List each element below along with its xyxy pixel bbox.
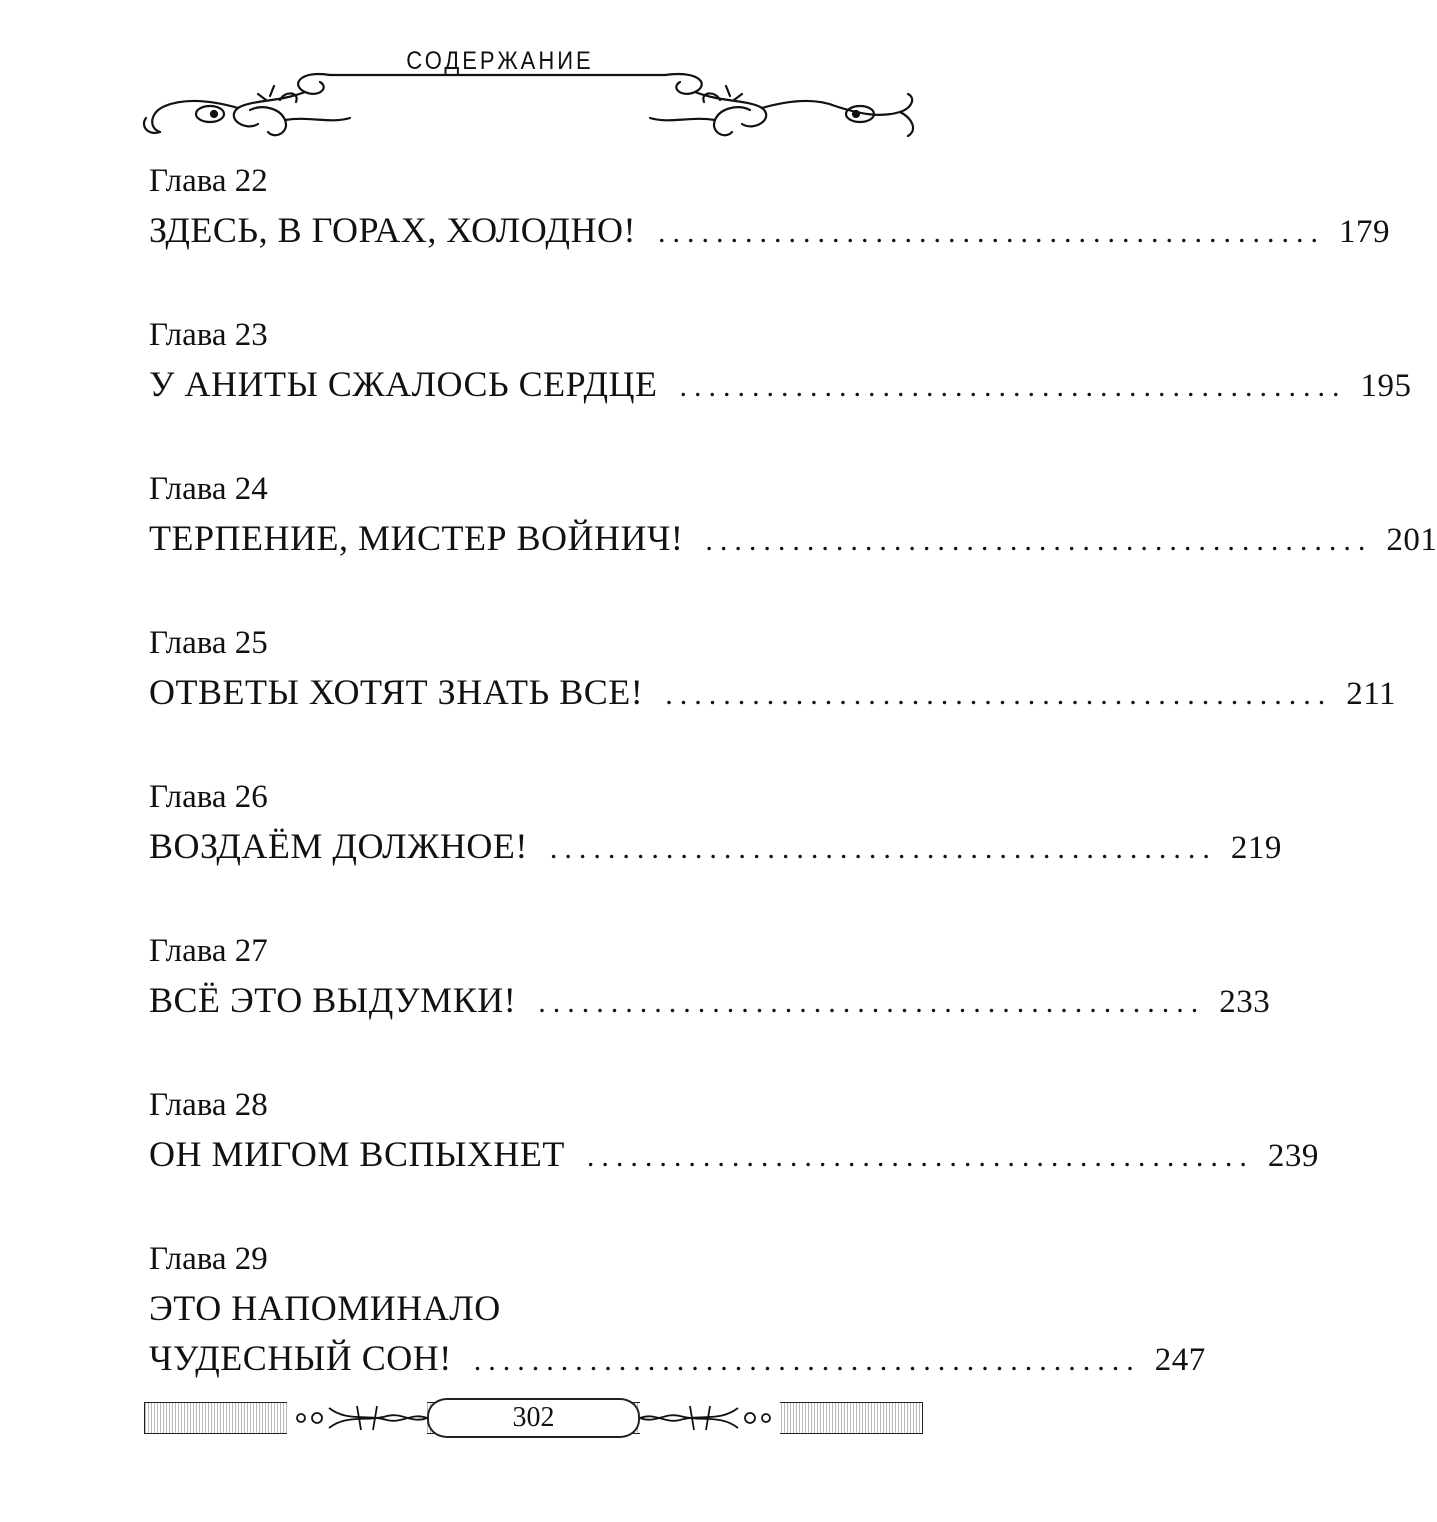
chapter-title: У АНИТЫ СЖАЛОСЬ СЕРДЦЕ bbox=[149, 364, 658, 404]
page-footer bbox=[144, 1398, 923, 1440]
page-reference: 219 bbox=[1230, 830, 1282, 866]
page-reference: 195 bbox=[1360, 368, 1412, 404]
dot-leader: .............................................. bbox=[657, 216, 1325, 249]
chapter-title: ОН МИГОМ ВСПЫХНЕТ bbox=[149, 1134, 565, 1174]
dot-leader: .............................................. bbox=[473, 1344, 1141, 1377]
chapter-title-line bbox=[149, 512, 1437, 570]
dot-leader: .............................................. bbox=[665, 678, 1333, 711]
page-reference: 201 bbox=[1386, 522, 1437, 558]
chapter-title-line bbox=[149, 204, 1390, 262]
toc-entry bbox=[149, 158, 1390, 262]
toc-entry bbox=[149, 1236, 1206, 1390]
table-of-contents bbox=[149, 158, 1437, 1440]
chapter-title-line bbox=[149, 1128, 1319, 1186]
page-number: 302 bbox=[512, 1402, 555, 1433]
chapter-label: Глава 29 bbox=[149, 1241, 268, 1277]
dot-leader: .............................................. bbox=[705, 524, 1373, 557]
running-title: СОДЕРЖАНИЕ bbox=[406, 46, 594, 75]
footer-ornament-right-icon bbox=[640, 1402, 780, 1436]
chapter-title: ТЕРПЕНИЕ, МИСТЕР ВОЙНИЧ! bbox=[149, 518, 684, 558]
dot-leader: .............................................. bbox=[679, 370, 1347, 403]
chapter-label: Глава 26 bbox=[149, 779, 268, 815]
chapter-title: ЧУДЕСНЫЙ СОН! bbox=[149, 1338, 452, 1378]
page-header bbox=[0, 40, 1000, 150]
dot-leader: .............................................. bbox=[538, 986, 1206, 1019]
chapter-title-line bbox=[149, 974, 1271, 1032]
chapter-label: Глава 24 bbox=[149, 471, 268, 507]
chapter-label: Глава 23 bbox=[149, 317, 268, 353]
page-reference: 233 bbox=[1219, 984, 1271, 1020]
chapter-title: ВСЁ ЭТО ВЫДУМКИ! bbox=[149, 980, 517, 1020]
dot-leader: .............................................. bbox=[549, 832, 1217, 865]
chapter-title-first-line: ЭТО НАПОМИНАЛО bbox=[149, 1288, 501, 1328]
page-reference: 179 bbox=[1338, 214, 1390, 250]
dot-leader: .............................................. bbox=[586, 1140, 1254, 1173]
chapter-label: Глава 27 bbox=[149, 933, 268, 969]
page-reference: 247 bbox=[1154, 1342, 1206, 1378]
chapter-title: ЗДЕСЬ, В ГОРАХ, ХОЛОДНО! bbox=[149, 210, 636, 250]
chapter-title-line bbox=[149, 666, 1396, 724]
toc-entry bbox=[149, 312, 1412, 416]
chapter-title-line bbox=[149, 1332, 1206, 1390]
chapter-title: ВОЗДАЁМ ДОЛЖНОЕ! bbox=[149, 826, 528, 866]
toc-entry bbox=[149, 620, 1396, 724]
toc-entry bbox=[149, 774, 1282, 878]
toc-entry bbox=[149, 1082, 1319, 1186]
chapter-label: Глава 25 bbox=[149, 625, 268, 661]
chapter-title-line bbox=[149, 358, 1412, 416]
page-reference: 239 bbox=[1267, 1138, 1319, 1174]
toc-entry bbox=[149, 466, 1437, 570]
page-reference: 211 bbox=[1346, 676, 1396, 712]
toc-entry bbox=[149, 928, 1271, 1032]
chapter-title: ОТВЕТЫ ХОТЯТ ЗНАТЬ ВСЕ! bbox=[149, 672, 644, 712]
footer-ornament-left-icon bbox=[287, 1402, 427, 1436]
chapter-title-line bbox=[149, 820, 1282, 878]
chapter-label: Глава 22 bbox=[149, 163, 268, 199]
chapter-label: Глава 28 bbox=[149, 1087, 268, 1123]
